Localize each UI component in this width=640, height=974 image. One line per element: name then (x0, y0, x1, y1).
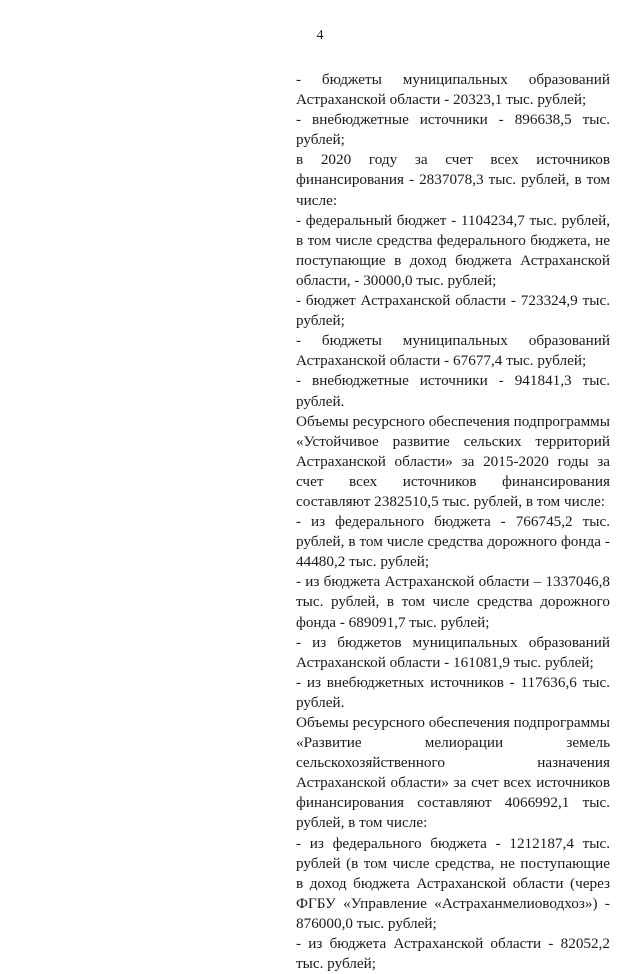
paragraph: - бюджет Астраханской области - 723324,9 тыс. рублей; (296, 292, 610, 330)
paragraph: в 2020 году за счет всех источников финансирования - 2837078,3 тыс. рублей, в том числе: (296, 151, 610, 209)
document-text (296, 70, 610, 974)
paragraph: - из федерального бюджета - 1212187,4 тыс. рублей (в том числе средства, не поступающие в доход бюджета Астраханской области (через ФГБУ «Управление «Астраханмелиоводхоз») - 876000,0 тыс. рублей; (296, 834, 610, 932)
paragraph: - из внебюджетных источников - 117636,6 тыс. рублей. (296, 673, 610, 711)
paragraph: - из федерального бюджета - 766745,2 тыс. рублей, в том числе средства дорожного фонда - 44480,2 тыс. рублей; (296, 513, 610, 571)
paragraph: - из бюджета Астраханской области – 1337046,8 тыс. рублей, в том числе средства дорожного фонда - 689091,7 тыс. рублей; (296, 573, 610, 631)
paragraph: - из бюджетов муниципальных образований Астраханской области - 161081,9 тыс. рублей; (296, 633, 610, 671)
page-number: 4 (316, 28, 324, 43)
paragraph: Объемы ресурсного обеспечения подпрограммы «Развитие мелиорации земель сельскохозяйственного назначения Астраханской области» за счет всех источников финансирования составляют 4066992,1 тыс. рублей, в том числе: (296, 714, 610, 832)
paragraph: - бюджеты муниципальных образований Астраханской области - 20323,1 тыс. рублей; (296, 71, 610, 109)
paragraph: - внебюджетные источники - 941841,3 тыс. рублей. (296, 372, 610, 410)
paragraph: - из бюджета Астраханской области - 82052,2 тыс. рублей; (296, 935, 610, 973)
paragraph: Объемы ресурсного обеспечения подпрограммы «Устойчивое развитие сельских территорий Астраханской области» за 2015-2020 годы за счет всех источников финансирования составляют 2382510,5 тыс. рублей, в том числе: (296, 412, 610, 510)
paragraph: - внебюджетные источники - 896638,5 тыс. рублей; (296, 111, 610, 149)
paragraph: - федеральный бюджет - 1104234,7 тыс. рублей, в том числе средства федерального бюджета, не поступающие в доход бюджета Астраханской области, - 30000,0 тыс. рублей; (296, 211, 610, 289)
paragraph: - бюджеты муниципальных образований Астраханской области - 67677,4 тыс. рублей; (296, 332, 610, 370)
